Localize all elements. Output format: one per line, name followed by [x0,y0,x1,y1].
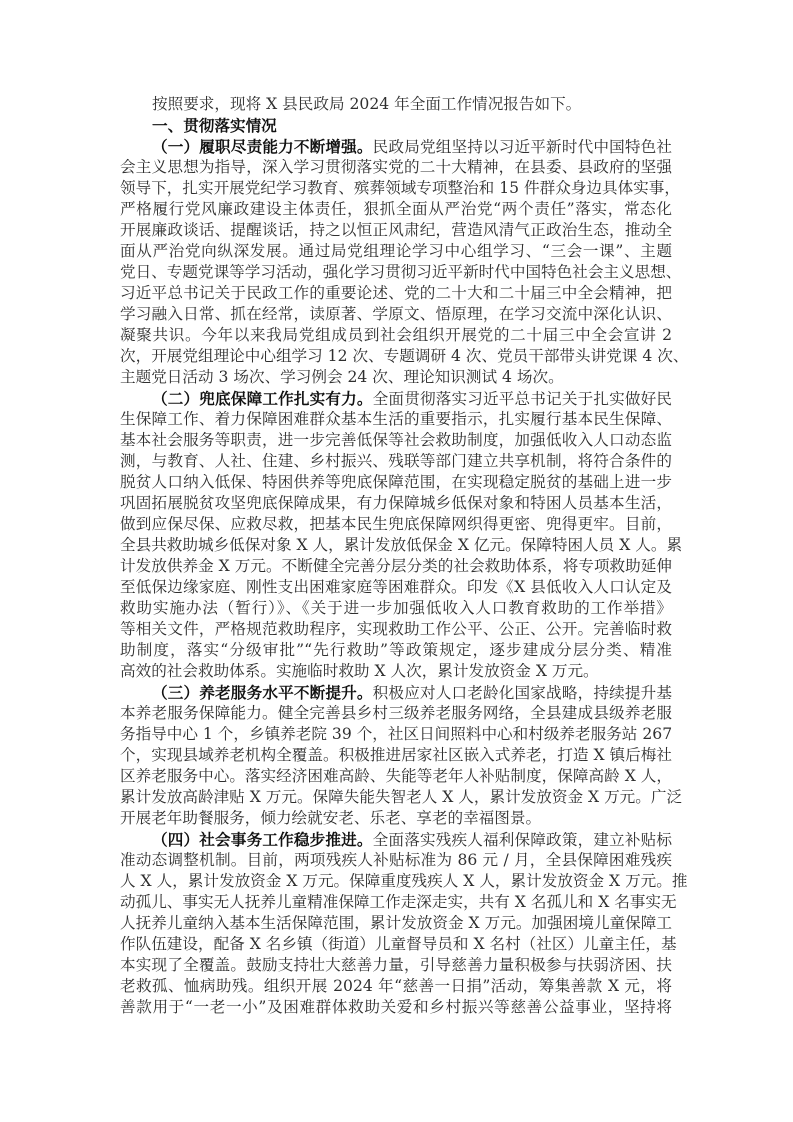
paragraph-line: 作队伍建设，配备 X 名乡镇（街道）儿童督导员和 X 名村（社区）儿童主任，基 [120,935,677,953]
section-1-lead: （一）履职尽责能力不断增强。 [152,137,373,156]
paragraph-line: （二）兜底保障工作扎实有力。全面贯彻落实习近平总书记关于扎实做好民 [152,389,672,408]
section-heading: 一、贯彻落实情况 [152,116,277,135]
paragraph-line: 面从严治党向纵深发展。通过局党组理论学习中心组学习、“三会一课”、主题 [120,242,672,260]
paragraph-line: 区养老服务中心。落实经济困难高龄、失能等老年人补贴制度，保障高龄 X 人， [120,767,672,785]
section-2-lead: （二）兜底保障工作扎实有力。 [152,389,373,408]
document-body [120,94,689,1018]
paragraph-line: 脱贫人口纳入低保、特困供养等兜底保障范围，在实现稳定脱贫的基础上进一步 [120,473,672,491]
paragraph-line: 严格履行党风廉政建设主体责任，狠抓全面从严治党“两个责任”落实，常态化 [120,200,672,218]
paragraph-line: 准动态调整机制。目前，两项残疾人补贴标准为 86 元 / 月，全县保障困难残疾 [120,851,672,869]
section-3-paragraph [120,682,683,829]
paragraph-line: 学习融入日常、抓在经常，读原著、学原文、悟原理，在学习交流中深化认识、 [120,305,672,323]
paragraph-line: 习近平总书记关于民政工作的重要论述、党的二十大和二十届三中全会精神，把 [120,284,672,302]
section-4-lead: （四）社会事务工作稳步推进。 [152,830,373,849]
section-4-paragraph [120,829,688,1018]
paragraph-line: 开展廉政谈话、提醒谈话，持之以恒正风肃纪，营造风清气正政治生态，推动全 [120,221,672,239]
paragraph-line: 老救孤、恤病助残。组织开展 2024 年“慈善一日捐”活动，筹集善款 X 元，将 [120,977,672,995]
section-3-lead: （三）养老服务水平不断提升。 [152,683,373,702]
paragraph-line: 全县共救助城乡低保对象 X 人，累计发放低保金 X 亿元。保障特困人员 X 人。累 [120,536,683,554]
paragraph-line: 主题党日活动 3 场次、学习例会 24 次、理论知识测试 4 场次。 [120,368,564,386]
paragraph-line: 个，实现县域养老机构全覆盖。积极推进居家社区嵌入式养老，打造 X 镇后梅社 [120,746,672,764]
paragraph-line: 巩固拓展脱贫攻坚兜底保障成果，有力保障城乡低保对象和特困人员基本生活， [120,494,672,512]
paragraph-line: 党日、专题党课等学习活动，强化学习贯彻习近平新时代中国特色社会主义思想、 [120,263,682,281]
paragraph-line: 等相关文件，严格规范救助程序，实现救助工作公平、公正、公开。完善临时救 [120,620,672,638]
paragraph-line: 开展老年助餐服务，倾力绘就安老、乐老、享老的幸福图景。 [120,809,542,827]
paragraph-line: 会主义思想为指导，深入学习贯彻落实党的二十大精神，在县委、县政府的坚强 [120,158,672,176]
paragraph-line: 人 X 人，累计发放资金 X 万元。保障重度残疾人 X 人，累计发放资金 X 万元。推 [120,872,688,890]
intro-paragraph: 按照要求，现将 X 县民政局 2024 年全面工作情况报告如下。 [152,95,582,113]
paragraph-line: 计发放供养金 X 万元。不断健全完善分层分类的社会救助体系，将专项救助延伸 [120,557,672,575]
paragraph-line: 动孤儿、事实无人抚养儿童精准保障工作走深走实，共有 X 名孤儿和 X 名事实无 [120,893,677,911]
paragraph-line: （四）社会事务工作稳步推进。全面落实残疾人福利保障政策，建立补贴标 [152,830,672,849]
paragraph-line: 生保障工作、着力保障困难群众基本生活的重要指示，扎实履行基本民生保障、 [120,410,672,428]
paragraph-line: （一）履职尽责能力不断增强。民政局党组坚持以习近平新时代中国特色社 [152,137,672,156]
paragraph-line: 本实现了全覆盖。鼓励支持壮大慈善力量，引导慈善力量积极参与扶弱济困、扶 [120,956,672,974]
paragraph-line: 次，开展党组理论中心组学习 12 次、专题调研 4 次、党员干部带头讲党课 4 次、 [120,347,689,365]
section-2-paragraph [120,388,683,682]
paragraph-line: 善款用于“一老一小”及困难群体救助关爱和乡村振兴等慈善公益事业，坚持将 [120,998,672,1016]
paragraph-line: 至低保边缘家庭、刚性支出困难家庭等困难群众。印发《X 县低收入人口认定及 [120,578,672,596]
section-1-paragraph [120,136,689,388]
paragraph-line: 务指导中心 1 个，乡镇养老院 39 个，社区日间照料中心和村级养老服务站 267 [120,725,673,743]
paragraph-line: 救助实施办法（暂行）》、《关于进一步加强低收入人口教育救助的工作举措》 [120,599,672,617]
paragraph-line: 基本社会服务等职责，进一步完善低保等社会救助制度，加强低收入人口动态监 [120,431,672,449]
paragraph-line: 凝聚共识。今年以来我局党组成员到社会组织开展党的二十届三中全会宣讲 2 [120,326,672,344]
paragraph-line: 累计发放高龄津贴 X 万元。保障失能失智老人 X 人，累计发放资金 X 万元。广泛 [120,788,683,806]
paragraph-line: 测，与教育、人社、住建、乡村振兴、残联等部门建立共享机制，将符合条件的 [120,452,672,470]
paragraph-line: 领导下，扎实开展党纪学习教育、殡葬领域专项整治和 15 件群众身边具体实事， [120,179,680,197]
paragraph-line: 做到应保尽保、应救尽救，把基本民生兜底保障网织得更密、兜得更牢。目前， [120,515,672,533]
paragraph-line: 人抚养儿童纳入基本生活保障范围，累计发放资金 X 万元。加强困境儿童保障工 [120,914,672,932]
paragraph-line: 本养老服务保障能力。健全完善县乡村三级养老服务网络，全县建成县级养老服 [120,704,672,722]
paragraph-line: （三）养老服务水平不断提升。积极应对人口老龄化国家战略，持续提升基 [152,683,672,702]
paragraph-line: 高效的社会救助体系。实施临时救助 X 人次，累计发放资金 X 万元。 [120,662,599,680]
paragraph-line: 助制度，落实“分级审批”“先行救助”等政策规定，逐步建成分层分类、精准 [120,641,672,659]
